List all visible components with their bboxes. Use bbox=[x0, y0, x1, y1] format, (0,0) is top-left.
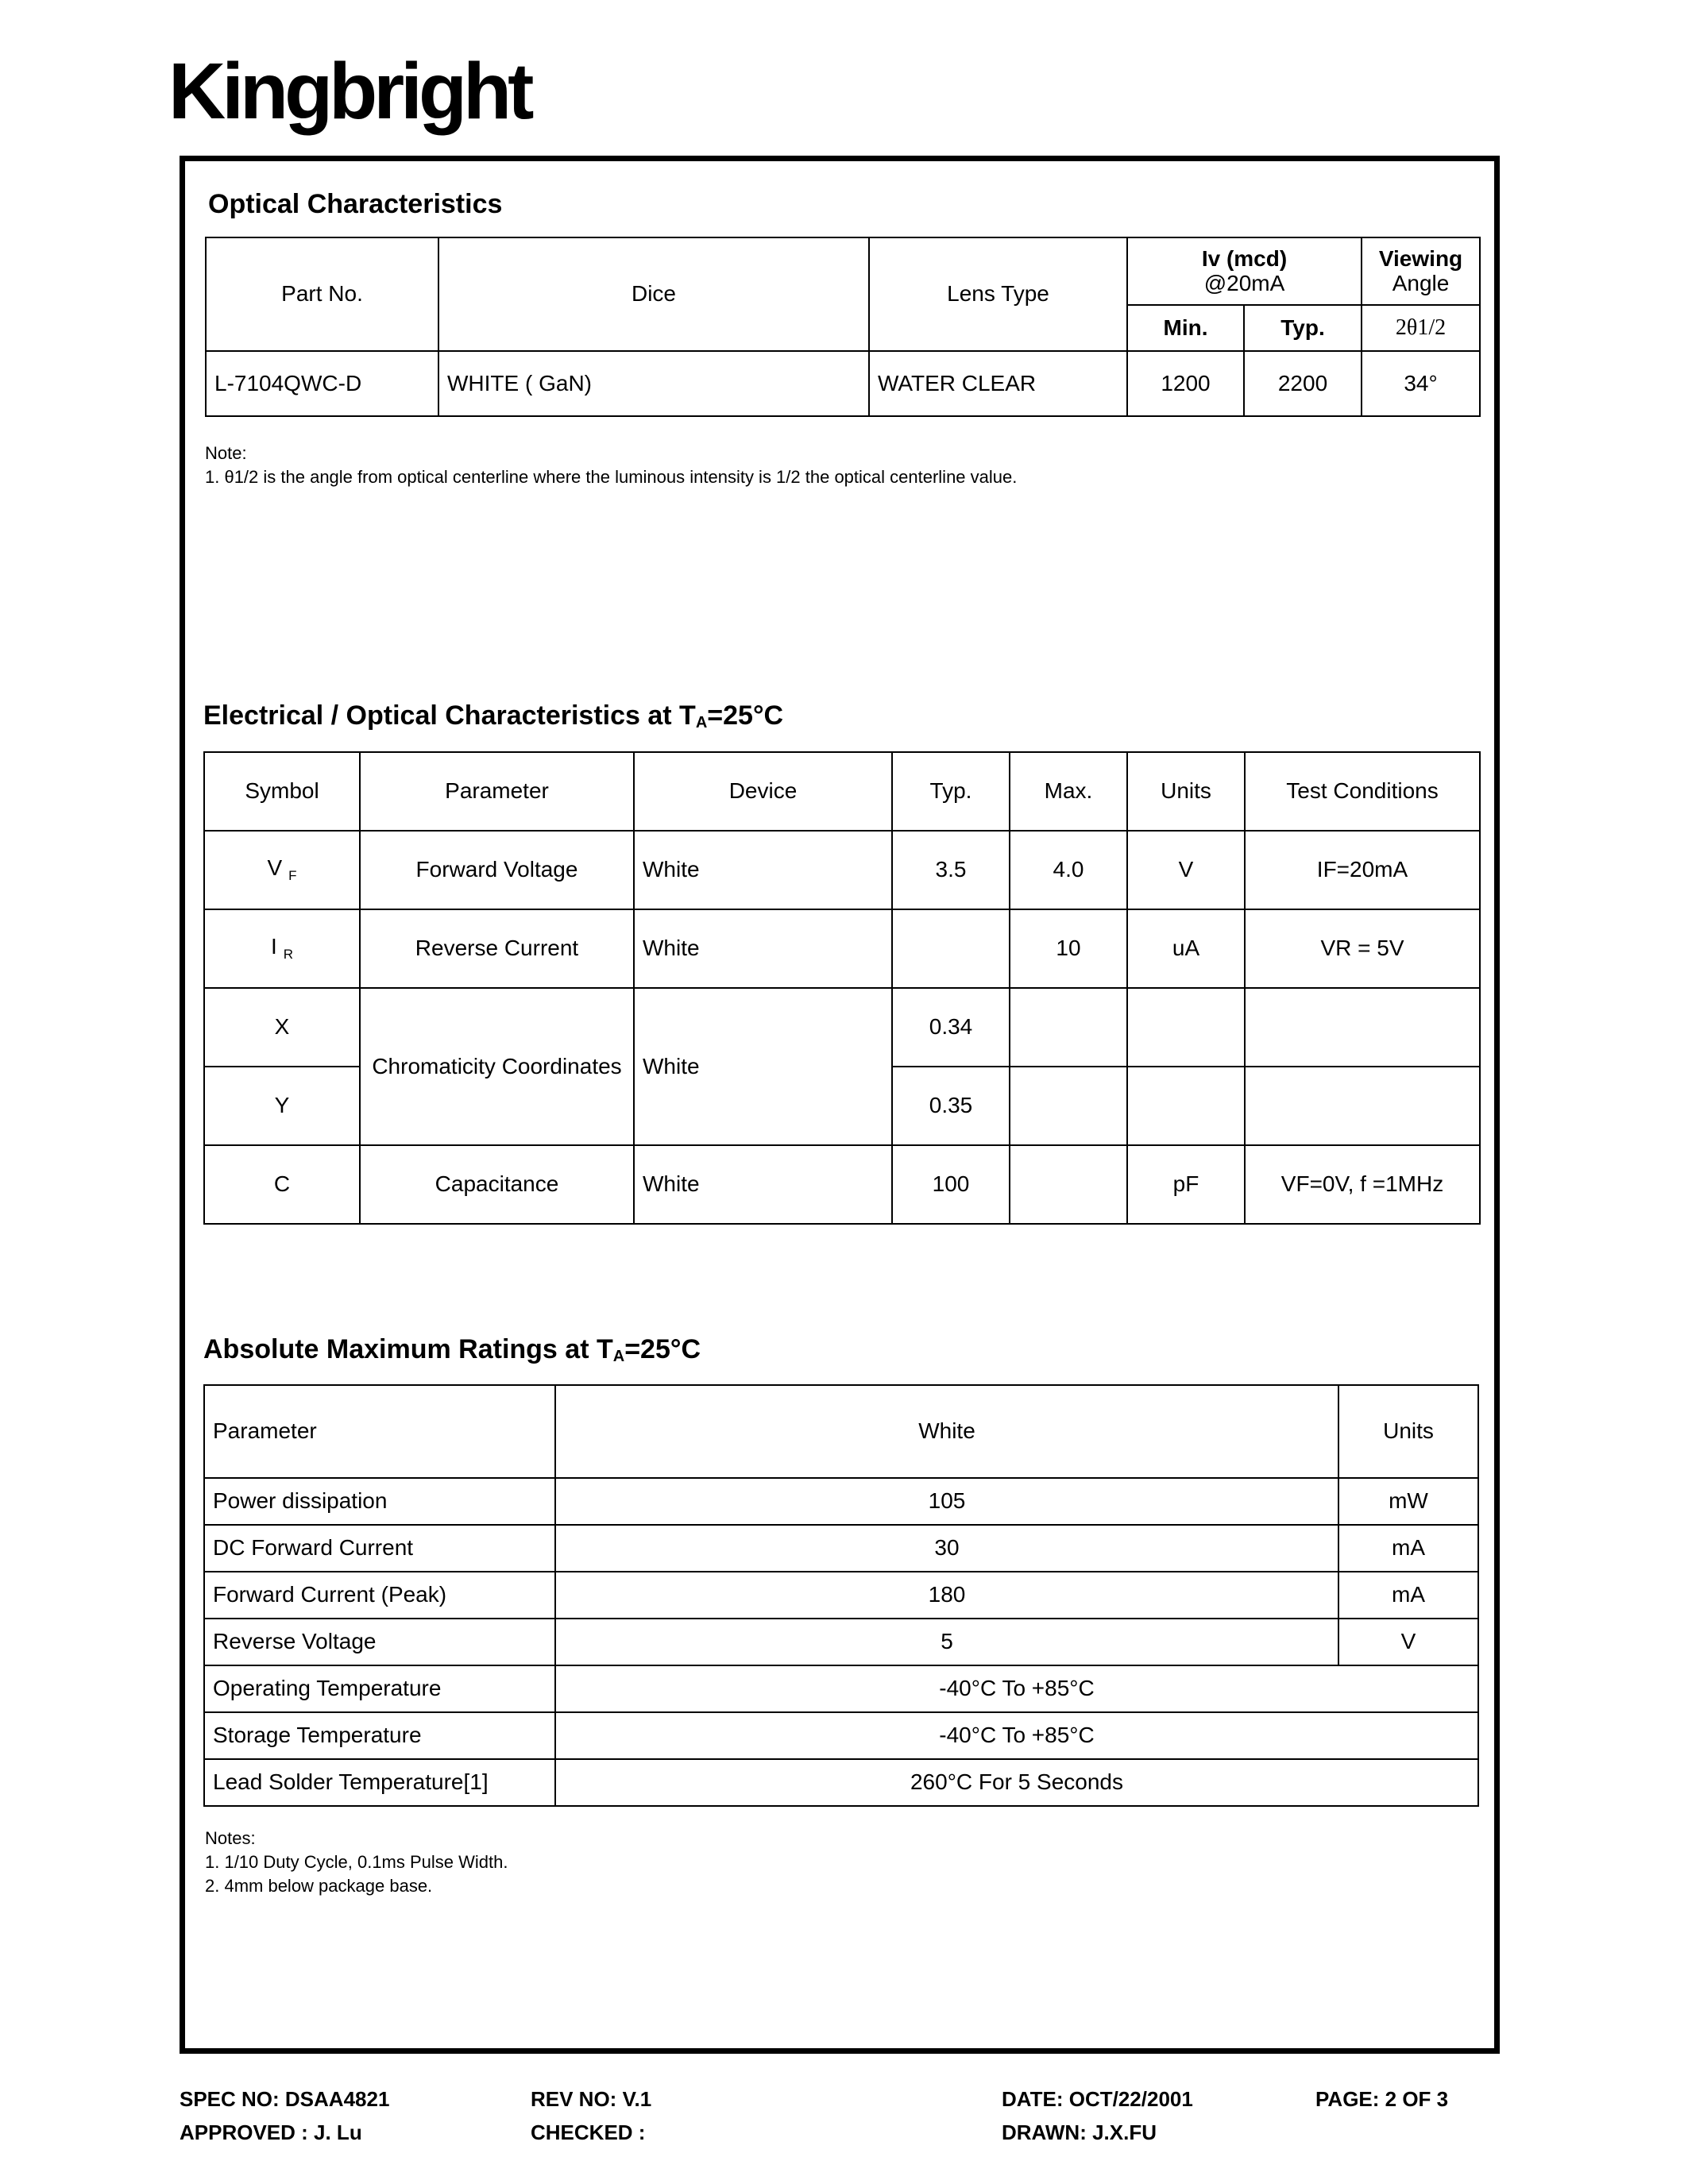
abs-value: -40°C To +85°C bbox=[555, 1665, 1478, 1712]
optical-note-label: Note: bbox=[205, 443, 247, 463]
hdr-angle: Angle bbox=[1392, 270, 1450, 295]
absolute-notes-label: Notes: bbox=[205, 1828, 256, 1848]
abs-value: 260°C For 5 Seconds bbox=[555, 1759, 1478, 1806]
abs-param: DC Forward Current bbox=[204, 1525, 555, 1572]
abs-value: 30 bbox=[555, 1525, 1338, 1572]
electrical-table bbox=[203, 751, 1481, 1225]
hdr-theta: 2θ1/2 bbox=[1362, 305, 1480, 351]
table-row bbox=[204, 1665, 1478, 1712]
kingbright-logo: Kingbright bbox=[168, 47, 531, 136]
table-row bbox=[204, 1478, 1478, 1525]
abs-units: mA bbox=[1338, 1525, 1478, 1572]
hdr-abs-white: White bbox=[555, 1385, 1338, 1478]
vf-symbol-text: V bbox=[267, 855, 283, 881]
y-max bbox=[1010, 1067, 1127, 1145]
hdr-typ: Typ. bbox=[1244, 305, 1362, 351]
hdr-abs-units: Units bbox=[1338, 1385, 1478, 1478]
table-row bbox=[204, 1525, 1478, 1572]
hdr-dice: Dice bbox=[438, 237, 869, 351]
typ-cell: 2200 bbox=[1244, 351, 1362, 416]
hdr-min: Min. bbox=[1127, 305, 1244, 351]
abs-param: Reverse Voltage bbox=[204, 1619, 555, 1665]
y-units bbox=[1127, 1067, 1245, 1145]
x-cond bbox=[1245, 988, 1480, 1067]
electrical-title-post: =25°C bbox=[707, 700, 784, 731]
abs-param: Forward Current (Peak) bbox=[204, 1572, 555, 1619]
optical-note bbox=[205, 442, 1017, 489]
ir-symbol-text: I bbox=[270, 934, 277, 959]
angle-cell: 34° bbox=[1362, 351, 1480, 416]
ir-symbol bbox=[204, 909, 360, 988]
chroma-param: Chromaticity Coordinates bbox=[360, 988, 634, 1145]
hdr-iv-label: Iv (mcd) bbox=[1201, 245, 1288, 271]
y-typ: 0.35 bbox=[892, 1067, 1010, 1145]
abs-value: 180 bbox=[555, 1572, 1338, 1619]
optical-note-1: 1. θ1/2 is the angle from optical centerline where the luminous intensity is 1/2 the optical centerline value. bbox=[205, 467, 1018, 487]
absolute-notes bbox=[205, 1827, 508, 1898]
hdr-device: Device bbox=[634, 752, 892, 831]
electrical-title-sub: A bbox=[695, 714, 708, 731]
absolute-title bbox=[203, 1334, 701, 1366]
vf-param: Forward Voltage bbox=[360, 831, 634, 909]
rev-no: REV NO: V.1 bbox=[531, 2087, 652, 2111]
vf-device: White bbox=[634, 831, 892, 909]
x-max bbox=[1010, 988, 1127, 1067]
table-row bbox=[204, 1572, 1478, 1619]
optical-table bbox=[205, 237, 1481, 417]
ir-param: Reverse Current bbox=[360, 909, 634, 988]
x-units bbox=[1127, 988, 1245, 1067]
part-no-cell: L-7104QWC-D bbox=[206, 351, 438, 416]
table-row bbox=[204, 1619, 1478, 1665]
c-typ: 100 bbox=[892, 1145, 1010, 1224]
date: DATE: OCT/22/2001 bbox=[1002, 2087, 1193, 2111]
hdr-abs-parameter: Parameter bbox=[204, 1385, 555, 1478]
hdr-viewing-angle bbox=[1362, 237, 1480, 305]
table-row bbox=[204, 1759, 1478, 1806]
hdr-typ: Typ. bbox=[892, 752, 1010, 831]
table-row bbox=[204, 988, 1480, 1067]
absolute-note-1: 1. 1/10 Duty Cycle, 0.1ms Pulse Width. bbox=[205, 1852, 508, 1872]
absolute-note-2: 2. 4mm below package base. bbox=[205, 1876, 433, 1896]
y-cond bbox=[1245, 1067, 1480, 1145]
abs-param: Power dissipation bbox=[204, 1478, 555, 1525]
dice-cell: WHITE ( GaN) bbox=[438, 351, 869, 416]
c-symbol: C bbox=[204, 1145, 360, 1224]
hdr-iv-cond: @20mA bbox=[1203, 270, 1285, 295]
spec-no: SPEC NO: DSAA4821 bbox=[180, 2087, 390, 2111]
c-device: White bbox=[634, 1145, 892, 1224]
hdr-viewing: Viewing bbox=[1378, 245, 1463, 271]
table-row bbox=[204, 1712, 1478, 1759]
vf-cond: IF=20mA bbox=[1245, 831, 1480, 909]
min-cell: 1200 bbox=[1127, 351, 1244, 416]
vf-max: 4.0 bbox=[1010, 831, 1127, 909]
abs-value: 5 bbox=[555, 1619, 1338, 1665]
hdr-symbol: Symbol bbox=[204, 752, 360, 831]
vf-typ: 3.5 bbox=[892, 831, 1010, 909]
hdr-part-no: Part No. bbox=[206, 237, 438, 351]
chroma-device: White bbox=[634, 988, 892, 1145]
approved: APPROVED : J. Lu bbox=[180, 2120, 362, 2144]
hdr-test-conditions: Test Conditions bbox=[1245, 752, 1480, 831]
abs-units: mW bbox=[1338, 1478, 1478, 1525]
vf-symbol-sub: F bbox=[288, 868, 297, 884]
c-param: Capacitance bbox=[360, 1145, 634, 1224]
drawn: DRAWN: J.X.FU bbox=[1002, 2120, 1157, 2144]
hdr-parameter: Parameter bbox=[360, 752, 634, 831]
table-row bbox=[204, 1145, 1480, 1224]
electrical-title bbox=[203, 700, 783, 732]
absolute-title-post: =25°C bbox=[624, 1334, 701, 1364]
abs-param: Operating Temperature bbox=[204, 1665, 555, 1712]
x-typ: 0.34 bbox=[892, 988, 1010, 1067]
table-row bbox=[204, 831, 1480, 909]
absolute-table bbox=[203, 1384, 1479, 1807]
checked: CHECKED : bbox=[531, 2120, 646, 2144]
c-max bbox=[1010, 1145, 1127, 1224]
x-symbol: X bbox=[204, 988, 360, 1067]
abs-units: mA bbox=[1338, 1572, 1478, 1619]
vf-units: V bbox=[1127, 831, 1245, 909]
absolute-title-sub: A bbox=[612, 1348, 625, 1365]
hdr-lens-type: Lens Type bbox=[869, 237, 1127, 351]
c-cond: VF=0V, f =1MHz bbox=[1245, 1145, 1480, 1224]
ir-units: uA bbox=[1127, 909, 1245, 988]
vf-symbol bbox=[204, 831, 360, 909]
ir-cond: VR = 5V bbox=[1245, 909, 1480, 988]
abs-value: 105 bbox=[555, 1478, 1338, 1525]
abs-units: V bbox=[1338, 1619, 1478, 1665]
ir-device: White bbox=[634, 909, 892, 988]
ir-symbol-sub: R bbox=[283, 947, 294, 963]
hdr-iv bbox=[1127, 237, 1362, 305]
ir-max: 10 bbox=[1010, 909, 1127, 988]
hdr-units: Units bbox=[1127, 752, 1245, 831]
abs-param: Lead Solder Temperature[1] bbox=[204, 1759, 555, 1806]
abs-value: -40°C To +85°C bbox=[555, 1712, 1478, 1759]
lens-cell: WATER CLEAR bbox=[869, 351, 1127, 416]
electrical-title-text: Electrical / Optical Characteristics at T bbox=[203, 700, 696, 731]
absolute-title-text: Absolute Maximum Ratings at T bbox=[203, 1334, 613, 1364]
hdr-max: Max. bbox=[1010, 752, 1127, 831]
table-row bbox=[204, 909, 1480, 988]
table-row bbox=[206, 351, 1480, 416]
y-symbol: Y bbox=[204, 1067, 360, 1145]
ir-typ bbox=[892, 909, 1010, 988]
c-units: pF bbox=[1127, 1145, 1245, 1224]
abs-param: Storage Temperature bbox=[204, 1712, 555, 1759]
optical-title: Optical Characteristics bbox=[208, 189, 503, 219]
page-number: PAGE: 2 OF 3 bbox=[1315, 2087, 1449, 2111]
